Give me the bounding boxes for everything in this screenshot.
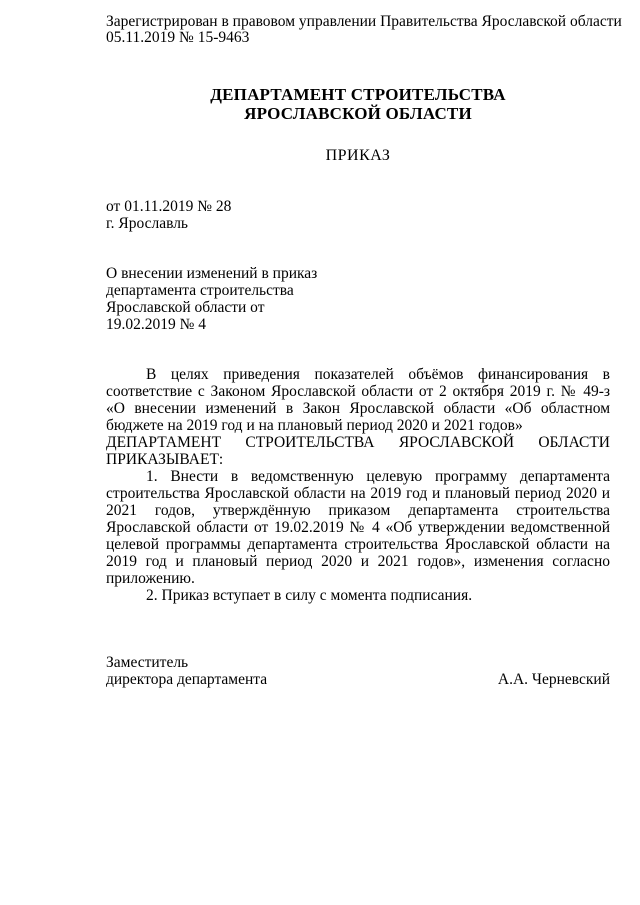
department-line-1: ДЕПАРТАМЕНТ СТРОИТЕЛЬСТВА: [210, 85, 506, 104]
signature-line: [106, 671, 610, 688]
item-2-paragraph: 2. Приказ вступает в силу с момента подписания.: [146, 587, 473, 604]
preamble-paragraph: В целях приведения показателей объёмов финансирования в соответствие с Законом Ярославской области от 2 октября 2019 г. № 49-з «О внесении изменений в Закон Ярославской области «Об областном бюджете на 2019 год и на плановый период 2020 и 2021 годов»: [106, 366, 610, 434]
signature-block: [106, 654, 610, 688]
department-header: [106, 85, 610, 123]
subject-line-1: О внесении изменений в приказ: [106, 265, 318, 282]
decree-paragraph: ДЕПАРТАМЕНТ СТРОИТЕЛЬСТВА ЯРОСЛАВСКОЙ ОБЛАСТИ ПРИКАЗЫВАЕТ:: [106, 434, 610, 468]
order-date-number: от 01.11.2019 № 28: [106, 198, 232, 215]
signature-title-line-1: Заместитель: [106, 654, 189, 671]
order-body: [106, 366, 610, 604]
order-title: ПРИКАЗ: [325, 147, 391, 164]
signature-title-line-2: директора департамента: [106, 671, 268, 688]
signatory-name: А.А. Черневский: [497, 671, 610, 688]
registration-line-2: 05.11.2019 № 15-9463: [106, 29, 250, 46]
registration-note: [106, 13, 622, 46]
registration-line-1: Зарегистрирован в правовом управлении Правительства Ярославской области: [106, 13, 622, 30]
item-1-paragraph: 1. Внести в ведомственную целевую программу департамента строительства Ярославской области на 2019 год и плановый период 2020 и 2021 годов, утверждённую приказом департамента строительства Ярославской области от 19.02.2019 № 4 «Об утверждении ведомственной целевой программы департамента строительства Ярославской области на 2019 год и плановый период 2020 и 2021 годов», изменения согласно приложению.: [106, 468, 610, 587]
document-page: [106, 13, 622, 688]
order-subject: [106, 265, 610, 333]
subject-line-2: департамента строительства: [106, 282, 294, 299]
subject-line-3: Ярославской области от: [106, 299, 265, 316]
subject-line-4: 19.02.2019 № 4: [106, 316, 207, 333]
department-line-2: ЯРОСЛАВСКОЙ ОБЛАСТИ: [244, 104, 472, 123]
order-city: г. Ярославль: [106, 215, 188, 232]
order-meta: [106, 198, 610, 232]
